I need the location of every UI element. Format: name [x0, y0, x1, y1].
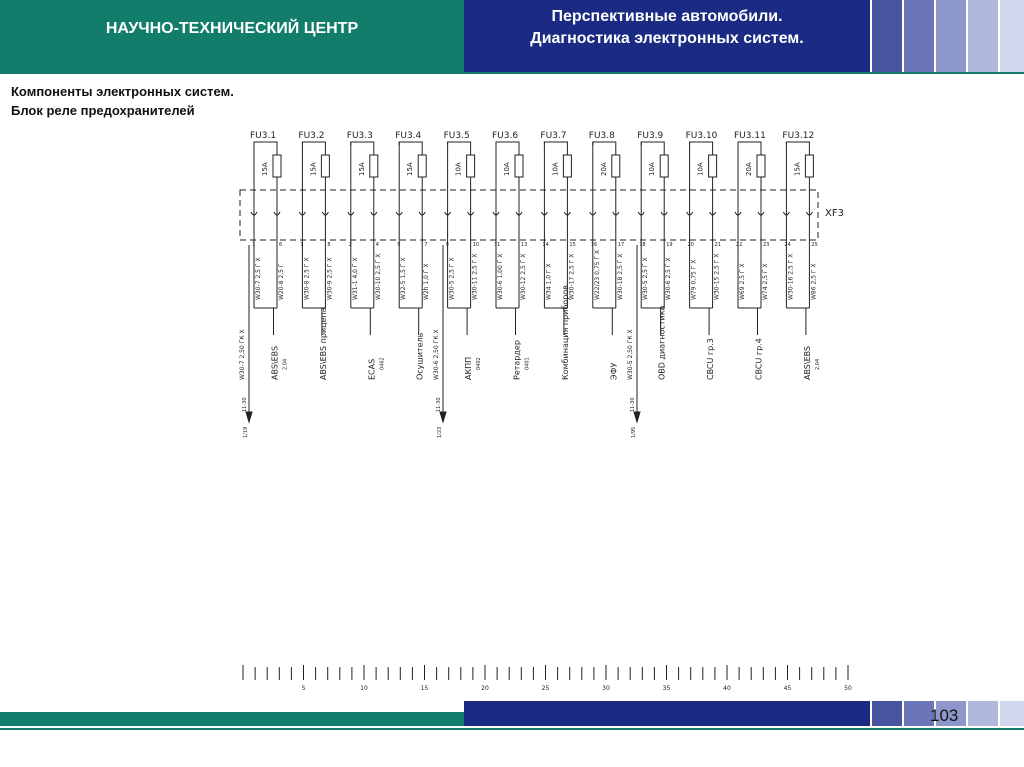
- wire-label: W31-1 4,0 Г X: [351, 257, 359, 300]
- scale-label: 45: [783, 685, 792, 692]
- pin-number: 10: [472, 242, 479, 248]
- footer-square-4: [968, 701, 998, 726]
- tap-wire-label: W30-5 2,50 ГК X: [627, 329, 634, 380]
- tap-arrow: [440, 412, 446, 422]
- scale-label: 10: [360, 685, 368, 692]
- pin-number: 1: [252, 242, 256, 248]
- fuse-label: FU3.10: [685, 131, 718, 141]
- wire-label: W69 2,5 Г X: [739, 263, 746, 300]
- wire-label: W30-8 2,5 Г X: [303, 257, 311, 300]
- fuse-label: FU3.8: [588, 131, 615, 141]
- wire-label: W20-8 2,5 Г: [278, 263, 285, 300]
- fuse-symbol: [563, 155, 571, 177]
- footer-square-1: [872, 701, 902, 726]
- tap-arrow: [634, 412, 640, 422]
- tap-wire-label: W30-6 2,50 ГК X: [433, 329, 440, 380]
- load-code: 2,04: [282, 358, 289, 370]
- scale-label: 25: [541, 685, 550, 692]
- wire-label: W86 2,5 Г X: [810, 263, 818, 300]
- fuse-label: FU3.7: [540, 131, 567, 141]
- pin-number: 11: [494, 242, 501, 248]
- fuse-symbol: [321, 155, 329, 177]
- load-label: CBCU гр.4: [754, 338, 764, 380]
- fuse-bracket: [254, 142, 277, 155]
- wire-label: W32-5 1,5 Г X: [400, 257, 408, 300]
- fuse-label: FU3.1: [250, 131, 277, 141]
- wire-label: W22/23 0,75 Г X: [593, 249, 601, 300]
- load-code: 0401: [524, 357, 531, 370]
- load-code: 0462: [379, 357, 386, 370]
- wire-label: W79 0,75 Г X: [690, 259, 698, 300]
- pin-number: 9: [445, 242, 449, 248]
- scale-label: 30: [602, 685, 610, 692]
- pin-number: 19: [666, 242, 673, 248]
- load-label: OBD диагностика: [657, 305, 667, 380]
- fuse-rating: 20A: [745, 162, 753, 176]
- fuse-rating: 10A: [503, 162, 511, 176]
- pin-number: 15: [569, 242, 576, 248]
- pin-number: 23: [763, 242, 770, 248]
- fuse-symbol: [273, 155, 281, 177]
- pin-number: 4: [375, 242, 379, 248]
- fuse-bracket: [786, 142, 809, 155]
- fuse-bracket: [738, 142, 761, 155]
- fuse-symbol: [805, 155, 813, 177]
- wire-label: W30-16 2,5 Г X: [787, 253, 795, 300]
- wire-label: W30-12 2,5 Г X: [520, 253, 527, 300]
- load-label: ECAS: [367, 358, 377, 380]
- pin-number: 13: [521, 242, 528, 248]
- fuse-symbol: [757, 155, 765, 177]
- fuse-label: FU3.9: [637, 131, 664, 141]
- fuse-rating: 15A: [261, 162, 269, 176]
- pin-number: 16: [590, 242, 598, 248]
- footer-divider: [0, 728, 1024, 730]
- pin-number: 3: [300, 242, 304, 248]
- pin-number: 17: [617, 242, 625, 248]
- pin-number: 8: [327, 242, 331, 248]
- fuse-label: FU3.2: [298, 131, 325, 141]
- footer-left-band: [0, 712, 464, 726]
- wire-label: W30-6 2,5 Г X: [665, 257, 673, 300]
- wire-label: W30-7 2,5 Г X: [255, 257, 262, 300]
- wire-label: W30-17 2,5 Г X: [568, 253, 576, 300]
- fuse-bracket: [641, 142, 664, 155]
- fuse-rating: 15A: [357, 162, 366, 176]
- load-code: 0402: [476, 357, 483, 370]
- wire-label: W2h 1,0 Г X: [423, 263, 431, 300]
- wire-label: W30-6 1,00 Г X: [497, 253, 504, 300]
- fuse-bracket: [351, 142, 374, 155]
- pin-number: 20: [687, 242, 694, 248]
- fuse-bracket: [448, 142, 471, 155]
- fuse-symbol: [418, 155, 426, 177]
- tap-end-label: 1/23: [437, 426, 443, 438]
- load-label: АКПП: [464, 356, 474, 380]
- wire-label: W30-15 2,5 Г X: [713, 253, 721, 300]
- fuse-symbol: [709, 155, 717, 177]
- pin-number: 24: [784, 242, 791, 248]
- pin-number: 18: [639, 242, 646, 248]
- fuse-symbol: [515, 155, 523, 177]
- fuse-bracket: [496, 142, 519, 155]
- pin-number: 25: [811, 242, 818, 248]
- fuse-symbol: [467, 155, 475, 177]
- subtitle-line2: Блок реле предохранителей: [11, 103, 195, 118]
- fuse-label: FU3.5: [443, 131, 470, 141]
- pin-number: 22: [736, 242, 743, 248]
- fuse-bracket: [302, 142, 325, 155]
- tap-arrow-label: 11-30: [630, 397, 636, 412]
- pin-number: 6: [279, 242, 283, 248]
- pin-number: 14: [542, 242, 549, 248]
- scale-label: 35: [662, 685, 671, 692]
- wire-label: W30-5 2,5 Г X: [448, 257, 456, 300]
- wire-label: W30-18 2,5 Г X: [616, 253, 624, 300]
- load-label: Комбинация приборов: [560, 285, 570, 380]
- presentation-title-line1: Перспективные автомобили.: [551, 8, 783, 25]
- tap-arrow-label: 11-30: [242, 397, 248, 412]
- fuse-bracket: [593, 142, 616, 155]
- load-label: CBCU гр.3: [706, 338, 716, 380]
- fuse-bracket: [544, 142, 567, 155]
- wire-label: W30-10 2,5 Г X: [374, 253, 382, 300]
- load-label: ABS\EBS: [270, 345, 280, 380]
- fuse-label: FU3.3: [346, 131, 373, 141]
- footer-square-5: [1000, 701, 1024, 726]
- pin-number: 2: [348, 242, 352, 248]
- fuse-symbol: [370, 155, 378, 177]
- tap-arrow-label: 11-30: [436, 397, 442, 412]
- fuse-bracket: [399, 142, 422, 155]
- pin-number: 7: [424, 242, 428, 248]
- fuse-label: FU3.11: [734, 131, 766, 141]
- fuse-rating: 15A: [406, 162, 415, 176]
- scale-label: 15: [420, 685, 429, 692]
- wire-label: W30-11 2,5 Г X: [471, 253, 479, 300]
- fuse-symbol: [660, 155, 668, 177]
- tap-end-label: 1/19: [243, 426, 249, 438]
- wire-label: W30-9 2,5 Г X: [326, 257, 334, 300]
- connector-label: XF3: [825, 208, 844, 219]
- fuse-rating: 15A: [793, 162, 802, 176]
- load-code: 2,04: [814, 358, 821, 370]
- presentation-title-line2: Диагностика электронных систем.: [530, 30, 804, 47]
- tap-end-label: 1/95: [631, 426, 637, 438]
- tap-arrow: [246, 412, 252, 422]
- wire-label: W30-5 2,5 Г X: [642, 257, 650, 300]
- fuse-rating: 10A: [551, 162, 560, 176]
- load-label: Осушитель: [415, 332, 425, 380]
- load-label: ABS\EBS прицепа: [318, 307, 328, 380]
- load-label: Ретардер: [512, 340, 522, 380]
- fuse-bracket: [690, 142, 713, 155]
- wire-label: W34 1,0 Г X: [545, 263, 553, 300]
- fuse-label: FU3.4: [395, 131, 422, 141]
- fuse-symbol: [612, 155, 620, 177]
- scale-label: 5: [301, 685, 306, 692]
- fuse-rating: 20A: [599, 162, 608, 176]
- pin-number: 5: [397, 242, 401, 248]
- scale-label: 40: [723, 685, 731, 692]
- fuse-label: FU3.12: [782, 131, 815, 141]
- load-label: ЭФУ: [609, 362, 619, 380]
- fuse-label: FU3.6: [492, 131, 519, 141]
- wire-label: W74 2,5 Г X: [762, 263, 769, 300]
- org-title: НАУЧНО-ТЕХНИЧЕСКИЙ ЦЕНТР: [105, 20, 359, 37]
- load-label: ABS\EBS: [802, 345, 812, 380]
- pin-number: 21: [714, 242, 721, 248]
- scale-label: 50: [844, 685, 852, 692]
- footer-right-band: [464, 701, 870, 726]
- fuse-rating: 10A: [696, 162, 705, 176]
- fuse-rating: 10A: [454, 162, 463, 176]
- scale-label: 20: [481, 685, 489, 692]
- fuse-rating: 10A: [648, 162, 657, 176]
- fuse-rating: 15A: [309, 162, 318, 176]
- page-number: 103: [930, 706, 959, 725]
- subtitle-line1: Компоненты электронных систем.: [11, 84, 234, 99]
- tap-wire-label: W30-7 2,50 ГК X: [239, 329, 246, 380]
